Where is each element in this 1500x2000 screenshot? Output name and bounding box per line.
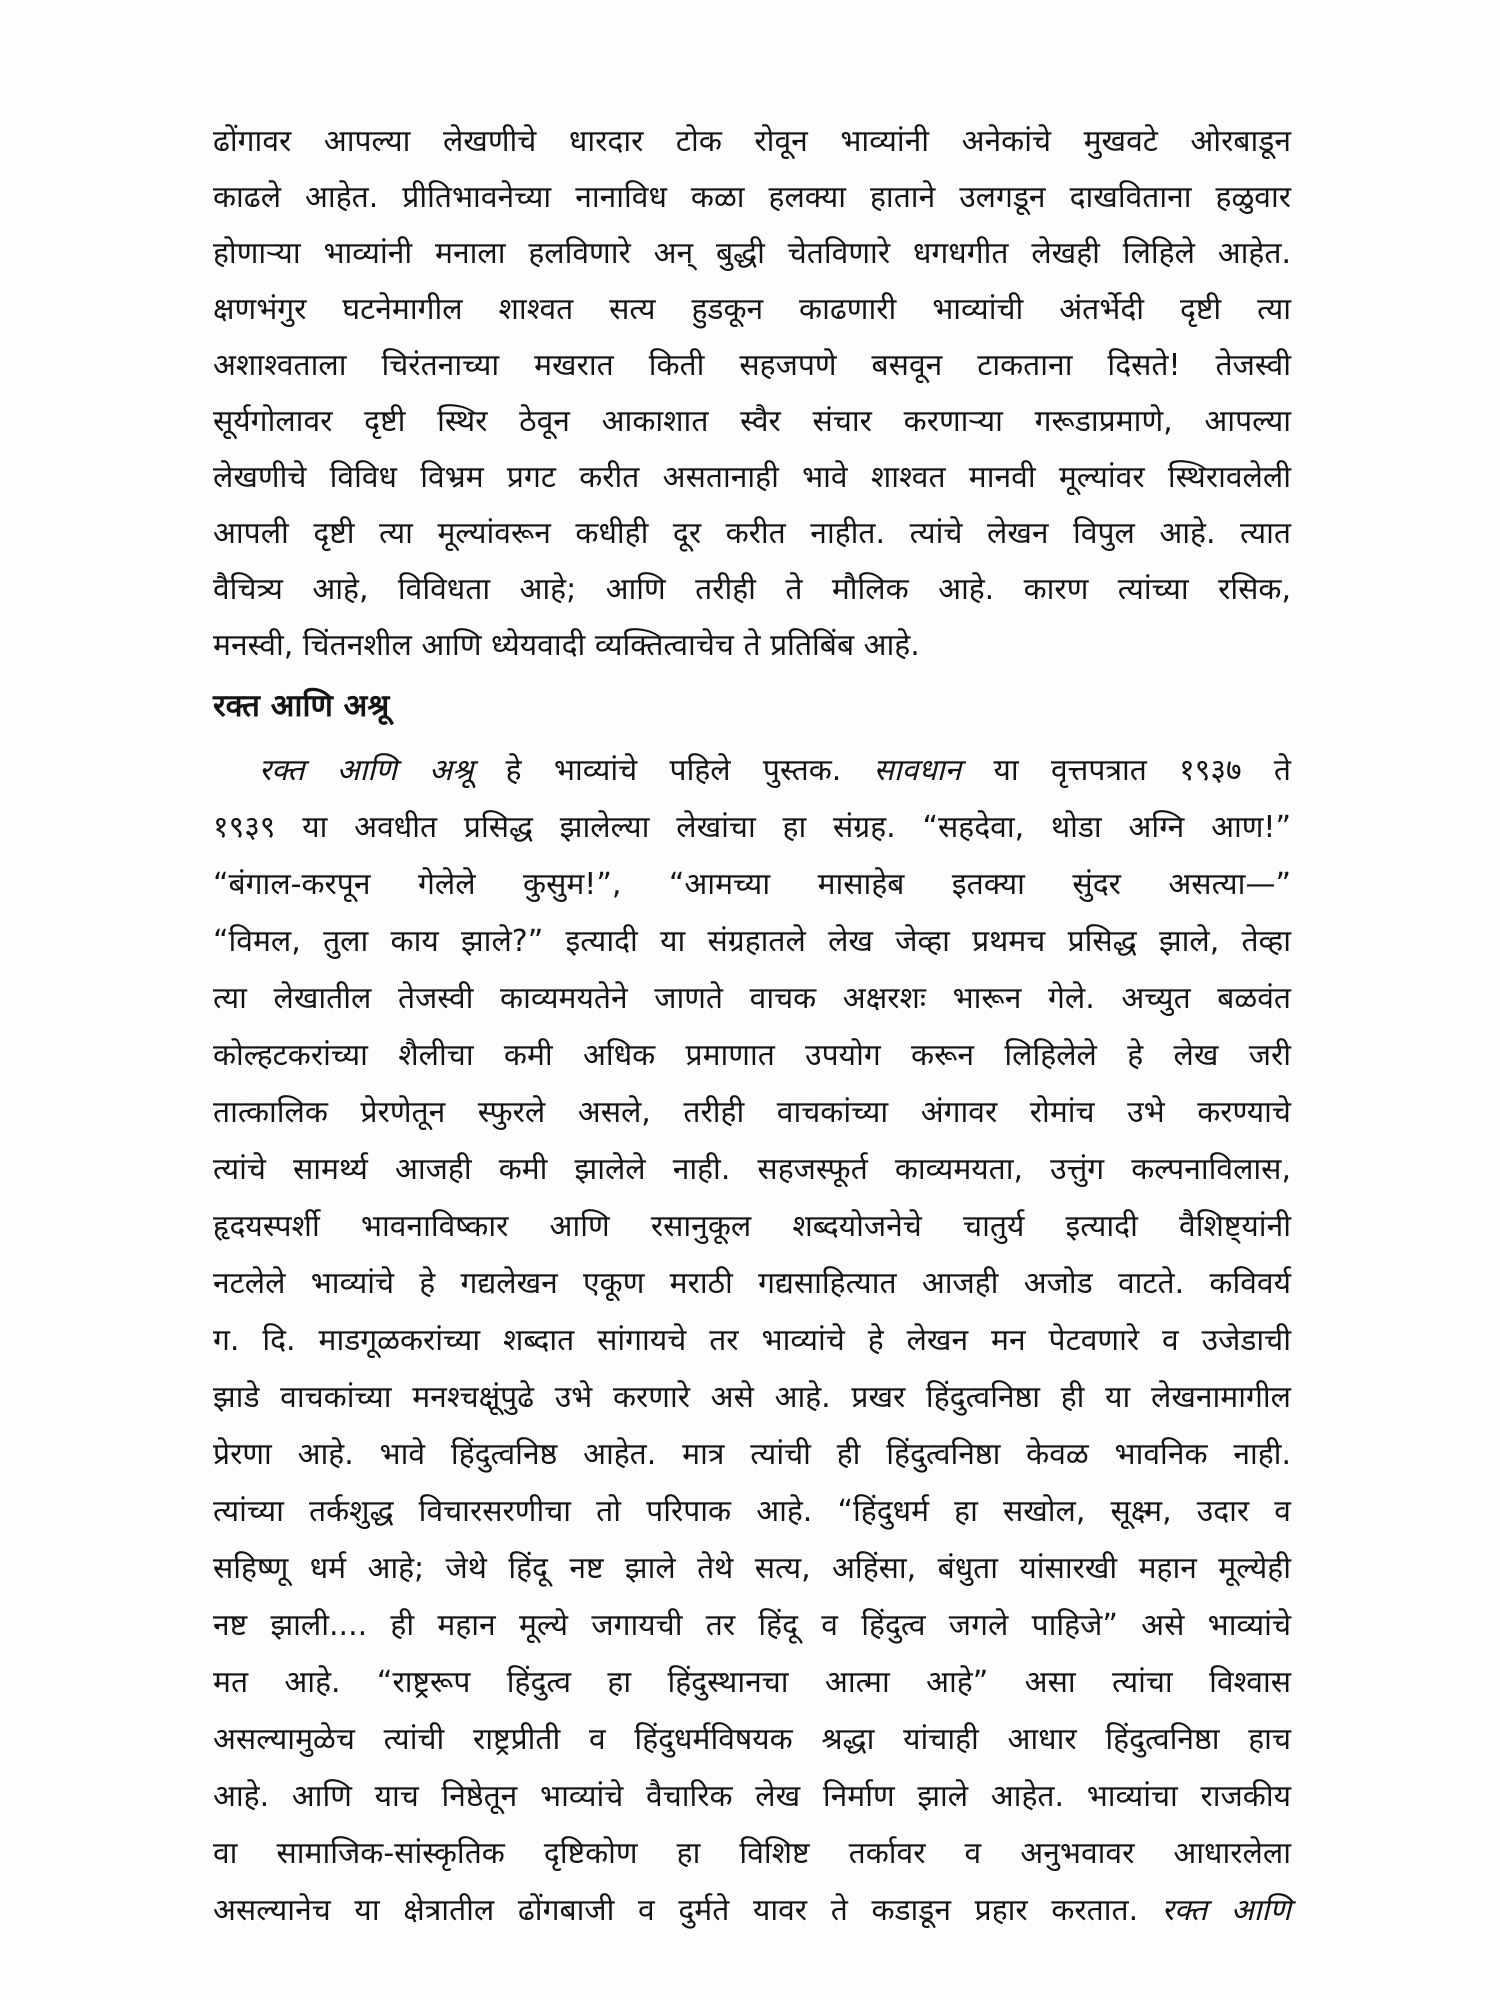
para1-line <box>213 562 1291 618</box>
text-run: आहे. आणि याच निष्ठेतून भाव्यांचे वैचारिक लेख निर्माण झाले आहेत. भाव्यांचा राजकीय <box>213 1779 1291 1814</box>
para2-line <box>213 1141 1291 1198</box>
text-run: मत आहे. “राष्ट्ररूप हिंदुत्व हा हिंदुस्थानचा आत्मा आहे” असा त्यांचा विश्वास <box>213 1665 1291 1700</box>
para2-line <box>213 1255 1291 1312</box>
text-run: काढले आहेत. प्रीतिभावनेच्या नानाविध कळा हलक्या हाताने उलगडून दाखविताना हळुवार <box>213 180 1291 215</box>
text-run: वा सामाजिक-सांस्कृतिक दृष्टिकोण हा विशिष्ट तर्कावर व अनुभवावर आधारलेला <box>213 1836 1291 1871</box>
para1-line <box>213 282 1291 338</box>
italic-title-text: सावधान <box>873 753 962 788</box>
text-run: झाडे वाचकांच्या मनश्चक्षूंपुढे उभे करणारे असे आहे. प्रखर हिंदुत्वनिष्ठा ही या लेखनामागील <box>213 1380 1291 1415</box>
text-run: १९३९ या अवधीत प्रसिद्ध झालेल्या लेखांचा हा संग्रह. “सहदेवा, थोडा अग्नि आण!” <box>213 810 1291 845</box>
text-run: अशाश्वताला चिरंतनाच्या मखरात किती सहजपणे बसवून टाकताना दिसते! तेजस्वी <box>213 348 1291 383</box>
text-run: लेखणीचे विविध विभ्रम प्रगट करीत असतानाही भावे शाश्वत मानवी मूल्यांवर स्थिरावलेली <box>213 460 1291 495</box>
para2-line <box>213 1084 1291 1141</box>
paragraph-intro <box>213 114 1291 674</box>
text-run: “बंगाल-करपून गेलेले कुसुम!”, “आमच्या मासाहेब इतक्या सुंदर असत्या—” <box>213 867 1291 902</box>
text-run: तात्कालिक प्रेरणेतून स्फुरले असले, तरीही वाचकांच्या अंगावर रोमांच उभे करण्याचे <box>213 1095 1291 1130</box>
para2-line <box>213 742 1291 799</box>
text-run: नष्ट झाली.... ही महान मूल्ये जगायची तर हिंदू व हिंदुत्व जगले पाहिजे” असे भाव्यांचे <box>213 1608 1291 1643</box>
text-run: ढोंगावर आपल्या लेखणीचे धारदार टोक रोवून भाव्यांनी अनेकांचे मुखवटे ओरबाडून <box>213 124 1291 159</box>
text-run: सहिष्णू धर्म आहे; जेथे हिंदू नष्ट झाले तेथे सत्य, अहिंसा, बंधुता यांसारखी महान मूल्येही <box>213 1551 1291 1586</box>
para1-line <box>213 226 1291 282</box>
para2-line <box>213 1483 1291 1540</box>
text-run: वैचित्र्य आहे, विविधता आहे; आणि तरीही ते मौलिक आहे. कारण त्यांच्या रसिक, <box>213 572 1291 607</box>
para1-line <box>213 618 1291 674</box>
text-run: या वृत्तपत्रात १९३७ ते <box>961 753 1291 788</box>
text-run: असल्यामुळेच त्यांची राष्ट्रप्रीती व हिंदुधर्मविषयक श्रद्धा यांचाही आधार हिंदुत्वनिष्ठा हाच <box>213 1722 1291 1757</box>
italic-title-text: रक्त आणि अश्रू <box>259 753 474 788</box>
para2-line <box>213 1426 1291 1483</box>
italic-title-text: रक्त आणि <box>1161 1893 1291 1928</box>
para1-line <box>213 394 1291 450</box>
text-run: सूर्यगोलावर दृष्टी स्थिर ठेवून आकाशात स्वैर संचार करणाऱ्या गरूडाप्रमाणे, आपल्या <box>213 404 1291 439</box>
para1-line <box>213 338 1291 394</box>
para2-line <box>213 799 1291 856</box>
para2-line <box>213 1369 1291 1426</box>
text-run: मनस्वी, चिंतनशील आणि ध्येयवादी व्यक्तित्वाचेच ते प्रतिबिंब आहे. <box>213 628 920 663</box>
text-run: नटलेले भाव्यांचे हे गद्यलेखन एकूण मराठी गद्यसाहित्यात आजही अजोड वाटते. कविवर्य <box>213 1266 1291 1301</box>
para2-line <box>213 1768 1291 1825</box>
para1-line <box>213 450 1291 506</box>
text-run: त्यांचे सामर्थ्य आजही कमी झालेले नाही. सहजस्फूर्त काव्यमयता, उत्तुंग कल्पनाविलास, <box>213 1152 1291 1187</box>
para2-line <box>213 856 1291 913</box>
para1-line <box>213 506 1291 562</box>
text-run: त्या लेखातील तेजस्वी काव्यमयतेने जाणते वाचक अक्षरशः भारून गेले. अच्युत बळवंत <box>213 981 1291 1016</box>
text-run: हे भाव्यांचे पहिले पुस्तक. <box>473 753 874 788</box>
page-text <box>213 114 1291 1939</box>
para2-line <box>213 970 1291 1027</box>
para2-line <box>213 1312 1291 1369</box>
para2-line <box>213 1540 1291 1597</box>
text-run: “विमल, तुला काय झाले?” इत्यादी या संग्रहातले लेख जेव्हा प्रथमच प्रसिद्ध झाले, तेव्हा <box>213 924 1291 959</box>
text-run: हृदयस्पर्शी भावनाविष्कार आणि रसानुकूल शब्दयोजनेचे चातुर्य इत्यादी वैशिष्ट्यांनी <box>213 1209 1291 1244</box>
text-run: ग. दि. माडगूळकरांच्या शब्दात सांगायचे तर भाव्यांचे हे लेखन मन पेटवणारे व उजेडाची <box>213 1323 1291 1358</box>
para2-line <box>213 1711 1291 1768</box>
para2-line <box>213 1198 1291 1255</box>
section-heading: रक्त आणि अश्रू <box>213 688 390 724</box>
para2-line <box>213 1654 1291 1711</box>
text-run: त्यांच्या तर्कशुद्ध विचारसरणीचा तो परिपाक आहे. “हिंदुधर्म हा सखोल, सूक्ष्म, उदार व <box>213 1494 1291 1529</box>
para2-line <box>213 1597 1291 1654</box>
text-run: आपली दृष्टी त्या मूल्यांवरून कधीही दूर करीत नाहीत. त्यांचे लेखन विपुल आहे. त्यात <box>213 516 1291 551</box>
para1-line <box>213 170 1291 226</box>
para2-line <box>213 1027 1291 1084</box>
para1-line <box>213 114 1291 170</box>
text-run: प्रेरणा आहे. भावे हिंदुत्वनिष्ठ आहेत. मात्र त्यांची ही हिंदुत्वनिष्ठा केवळ भावनिक नाही. <box>213 1437 1291 1472</box>
para2-line <box>213 1882 1291 1939</box>
paragraph-rakt-ani-ashru <box>213 742 1291 1939</box>
text-run: क्षणभंगुर घटनेमागील शाश्वत सत्य हुडकून काढणारी भाव्यांची अंतर्भेदी दृष्टी त्या <box>213 292 1291 327</box>
text-run: कोल्हटकरांच्या शैलीचा कमी अधिक प्रमाणात उपयोग करून लिहिलेले हे लेख जरी <box>213 1038 1291 1073</box>
para2-line <box>213 1825 1291 1882</box>
para2-line <box>213 913 1291 970</box>
text-run: होणाऱ्या भाव्यांनी मनाला हलविणारे अन् बुद्धी चेतविणारे धगधगीत लेखही लिहिले आहेत. <box>213 236 1291 271</box>
text-run: असल्यानेच या क्षेत्रातील ढोंगबाजी व दुर्मते यावर ते कडाडून प्रहार करतात. <box>213 1893 1162 1928</box>
